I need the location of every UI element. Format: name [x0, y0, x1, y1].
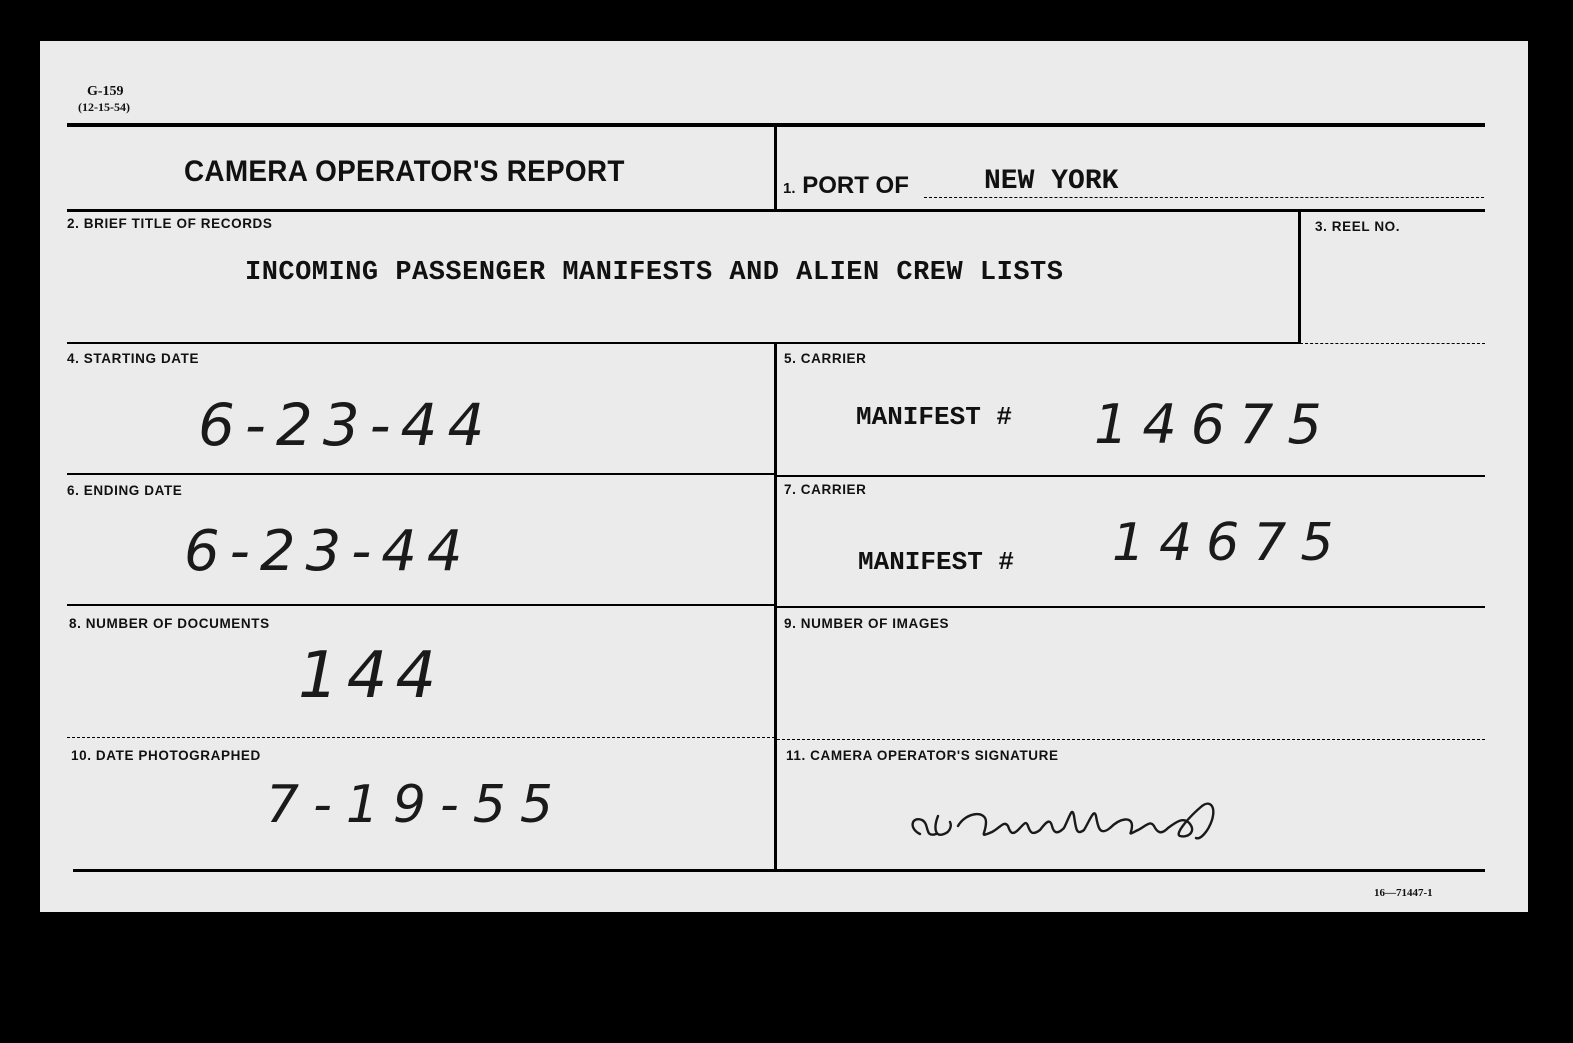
number-of-images-label: 9. NUMBER OF IMAGES [784, 616, 950, 631]
date-photographed-value: 7-19-55 [266, 775, 567, 835]
brief-title-value: INCOMING PASSENGER MANIFESTS AND ALIEN CREW LISTS [245, 258, 1064, 288]
number-of-documents-value: 144 [298, 639, 445, 713]
row1-rule-left [67, 473, 775, 475]
row2-rule-left [67, 604, 775, 606]
report-heading: CAMERA OPERATOR'S REPORT [184, 155, 625, 188]
footer-code: 16—71447-1 [1374, 887, 1433, 899]
port-label: 1. PORT OF [783, 172, 909, 199]
carrier-7-prefix: MANIFEST # [858, 547, 1015, 577]
row3-dash-right [777, 739, 1485, 740]
ending-date-label: 6. ENDING DATE [67, 483, 183, 498]
row3-dash-left [67, 737, 775, 738]
brief-title-label: 2. BRIEF TITLE OF RECORDS [67, 216, 273, 231]
operator-signature [900, 786, 1300, 856]
heading-divider [774, 125, 777, 211]
form-code: G-159 [87, 84, 124, 99]
starting-date-label: 4. STARTING DATE [67, 351, 200, 366]
title-bottom-rule [67, 342, 1299, 344]
reel-divider [1298, 211, 1301, 344]
signature-label: 11. CAMERA OPERATOR'S SIGNATURE [786, 748, 1059, 763]
port-underline [924, 197, 1484, 198]
reel-no-label: 3. REEL NO. [1315, 219, 1401, 234]
carrier-5-prefix: MANIFEST # [856, 402, 1013, 432]
carrier-7-value: 14675 [1112, 513, 1348, 573]
ending-date-value: 6-23-44 [184, 519, 473, 584]
bottom-rule [73, 869, 1485, 872]
port-value: NEW YORK [984, 166, 1119, 197]
row2-rule-right [777, 606, 1485, 608]
report-card [40, 41, 1528, 912]
starting-date-value: 6-23-44 [198, 391, 495, 459]
carrier-5-label: 5. CARRIER [784, 351, 867, 366]
date-photographed-label: 10. DATE PHOTOGRAPHED [71, 748, 261, 763]
reel-bottom-dash [1300, 343, 1485, 344]
row1-rule-right [777, 475, 1485, 477]
number-of-documents-label: 8. NUMBER OF DOCUMENTS [69, 616, 270, 631]
carrier-7-label: 7. CARRIER [784, 482, 867, 497]
carrier-5-value: 14675 [1094, 393, 1336, 456]
heading-bottom-rule [67, 209, 1485, 212]
form-revision: (12-15-54) [78, 100, 130, 114]
port-label-text: PORT OF [802, 172, 909, 199]
